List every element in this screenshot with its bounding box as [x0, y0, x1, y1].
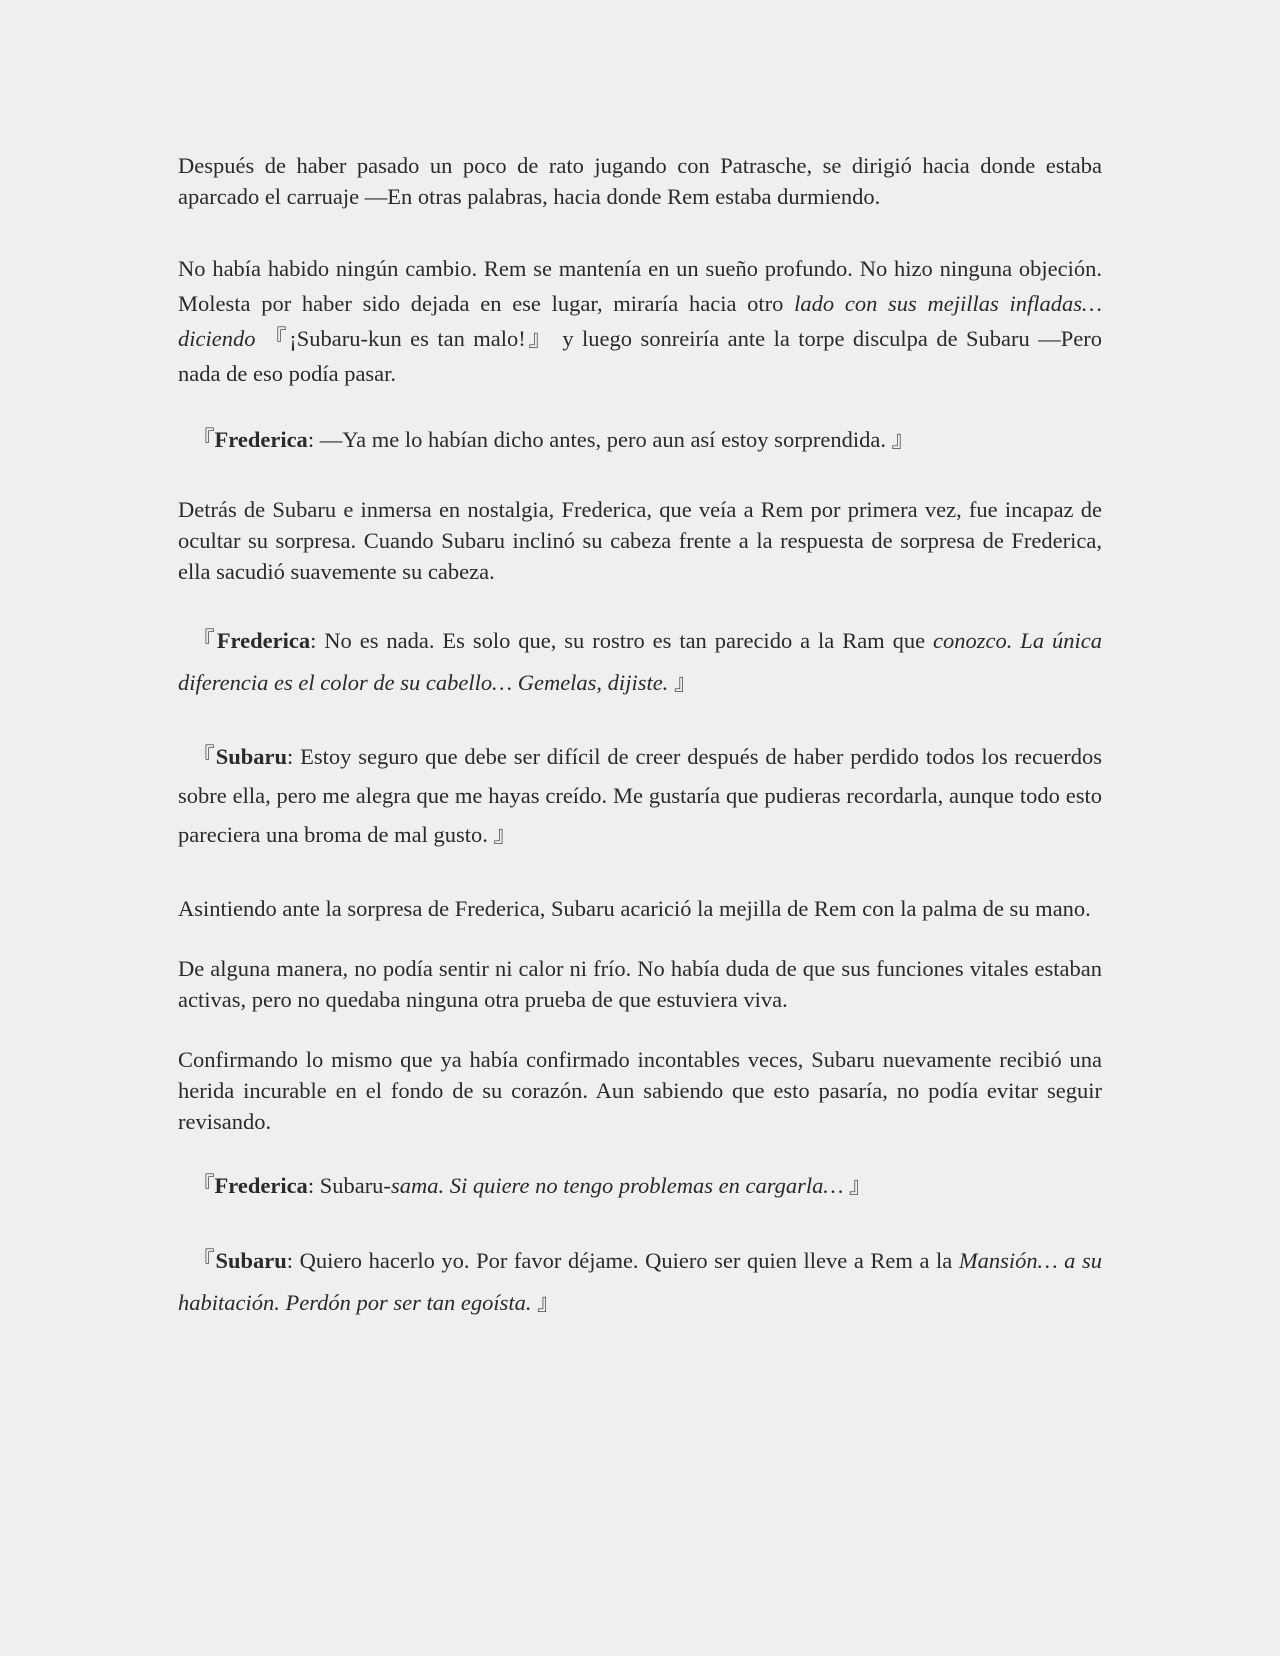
speaker-name: Subaru [215, 744, 288, 769]
speaker-name: Frederica [216, 628, 311, 653]
paragraph: Después de haber pasado un poco de rato jugando con Patrasche, se dirigió hacia donde estaba aparcado el carruaje —En otras palabras, hacia donde Rem estaba durmiendo. [178, 153, 1102, 209]
paragraph: De alguna manera, no podía sentir ni calor ni frío. No había duda de que sus funciones vitales estaban activas, pero no quedaba ninguna otra prueba de que estuviera viva. [178, 956, 1102, 1012]
dialogue-line: 『Frederica: No es nada. Es solo que, su rostro es tan parecido a la Ram que conozco. La única diferencia es el color de su cabello… Gemelas, dijiste. 』 [178, 628, 1102, 695]
dialogue-line: 『Frederica: —Ya me lo habían dicho antes, pero aun así estoy sorprendida. 』 [192, 427, 915, 452]
paragraph: No había habido ningún cambio. Rem se mantenía en un sueño profundo. No hizo ninguna objeción. Molesta por haber sido dejada en ese lugar, miraría hacia otro lado con sus mejillas infladas… diciendo 『¡Subaru-kun es tan malo!』 y luego sonreiría ante la torpe disculpa de Subaru —Pero nada de eso podía pasar. [178, 256, 1102, 386]
speaker-name: Frederica [214, 1173, 308, 1198]
paragraph: Asintiendo ante la sorpresa de Frederica, Subaru acarició la mejilla de Rem con la palma de su mano. [178, 896, 1091, 921]
dialogue-line: 『Subaru: Estoy seguro que debe ser difícil de creer después de haber perdido todos los recuerdos sobre ella, pero me alegra que me hayas creído. Me gustaría que pudieras recordarla, aunque todo esto pareciera una broma de mal gusto. 』 [178, 744, 1102, 847]
speaker-name: Subaru [215, 1248, 287, 1273]
paragraph: Detrás de Subaru e inmersa en nostalgia, Frederica, que veía a Rem por primera vez, fue incapaz de ocultar su sorpresa. Cuando Subaru inclinó su cabeza frente a la respuesta de sorpresa de Frederica, ella sacudió suavemente su cabeza. [178, 497, 1102, 584]
paragraph: Confirmando lo mismo que ya había confirmado incontables veces, Subaru nuevamente recibió una herida incurable en el fondo de su corazón. Aun sabiendo que esto pasaría, no podía evitar seguir revisando. [178, 1047, 1102, 1134]
document-body [178, 150, 1102, 1324]
dialogue-line: 『Frederica: Subaru-sama. Si quiere no tengo problemas en cargarla… 』 [192, 1173, 872, 1198]
dialogue-line: 『Subaru: Quiero hacerlo yo. Por favor déjame. Quiero ser quien lleve a Rem a la Mansión… a su habitación. Perdón por ser tan egoísta. 』 [178, 1248, 1102, 1315]
speaker-name: Frederica [214, 427, 308, 452]
